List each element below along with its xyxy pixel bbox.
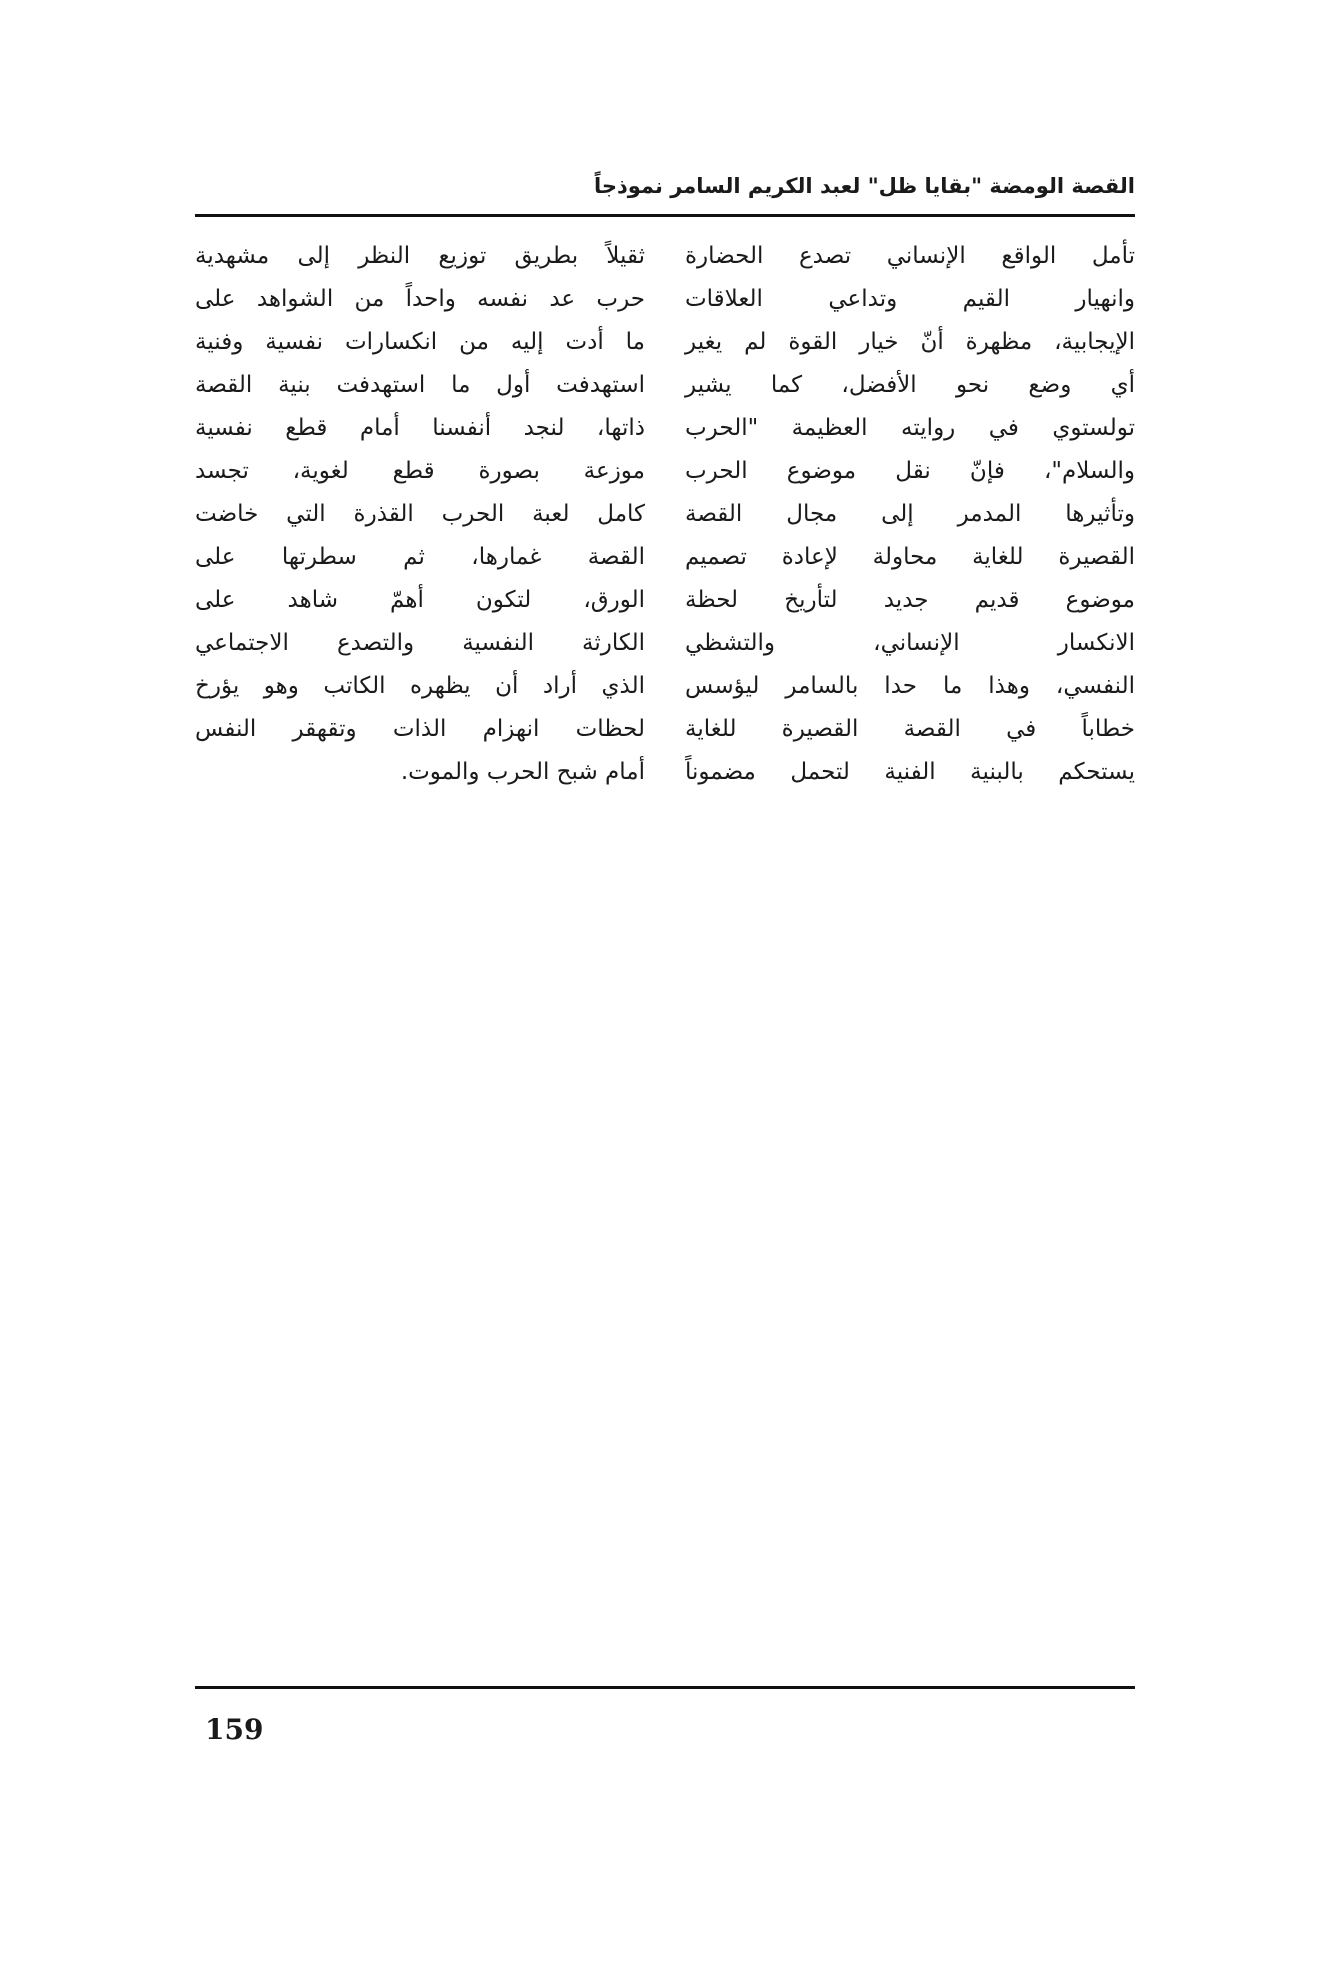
text-column-left	[195, 235, 645, 794]
header-divider	[195, 214, 1135, 217]
text-line: الكارثة النفسية والتصدع الاجتماعي	[195, 630, 645, 656]
text-line: يستحكم بالبنية الفنية لتحمل مضموناً	[685, 759, 1135, 785]
text-line: القصيرة للغاية محاولة لإعادة تصميم	[685, 544, 1135, 570]
running-head-title: القصة الومضة "بقايا ظل" لعبد الكريم السامر نموذجاً	[593, 174, 1135, 198]
text-line: وتأثيرها المدمر إلى مجال القصة	[685, 501, 1135, 527]
text-line: النفسي، وهذا ما حدا بالسامر ليؤسس	[685, 673, 1135, 699]
page-number: 159	[205, 1713, 264, 1746]
text-line: الانكسار الإنساني، والتشظي	[685, 630, 1135, 656]
text-line: أمام شبح الحرب والموت.	[400, 759, 645, 785]
text-line: كامل لعبة الحرب القذرة التي خاضت	[195, 501, 645, 527]
text-column-right	[685, 235, 1135, 794]
text-line: الإيجابية، مظهرة أنّ خيار القوة لم يغير	[685, 329, 1135, 355]
footer-divider	[195, 1686, 1135, 1689]
text-line: خطاباً في القصة القصيرة للغاية	[685, 716, 1135, 742]
text-line: موضوع قديم جديد لتأريخ لحظة	[685, 587, 1135, 613]
text-line: أي وضع نحو الأفضل، كما يشير	[685, 372, 1135, 398]
text-line: تولستوي في روايته العظيمة "الحرب	[685, 415, 1135, 441]
text-line: استهدفت أول ما استهدفت بنية القصة	[195, 372, 645, 398]
text-line: لحظات انهزام الذات وتقهقر النفس	[195, 716, 645, 742]
text-line: الذي أراد أن يظهره الكاتب وهو يؤرخ	[195, 673, 645, 699]
text-line: القصة غمارها، ثم سطرتها على	[195, 544, 645, 570]
text-line: تأمل الواقع الإنساني تصدع الحضارة	[685, 243, 1135, 269]
text-line: موزعة بصورة قطع لغوية، تجسد	[195, 458, 645, 484]
text-line: والسلام"، فإنّ نقل موضوع الحرب	[685, 458, 1135, 484]
text-line: ثقيلاً بطريق توزيع النظر إلى مشهدية	[195, 243, 645, 269]
text-line: الورق، لتكون أهمّ شاهد على	[195, 587, 645, 613]
text-line: ذاتها، لنجد أنفسنا أمام قطع نفسية	[195, 415, 645, 441]
text-line: حرب عد نفسه واحداً من الشواهد على	[195, 286, 645, 312]
text-line: ما أدت إليه من انكسارات نفسية وفنية	[195, 329, 645, 355]
text-line: وانهيار القيم وتداعي العلاقات	[685, 286, 1135, 312]
